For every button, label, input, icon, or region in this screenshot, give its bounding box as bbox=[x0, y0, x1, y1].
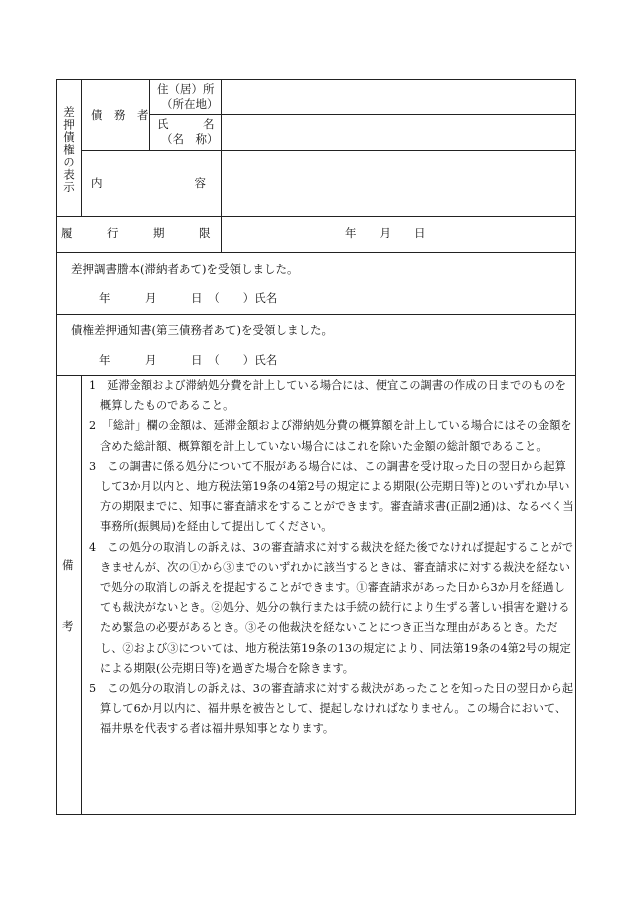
divider-row-address bbox=[149, 114, 575, 115]
receipt-tax-text: 差押調書謄本(滞納者あて)を受領しました。 bbox=[71, 262, 299, 276]
receipt-tax-date-line: 年 月 日 （ ）氏名 bbox=[99, 291, 278, 305]
divider-col-debtor bbox=[149, 80, 150, 150]
remarks-note: 1 延滞金額および滞納処分費を計上している場合には、便宜この調書の作成の日までのものを概算したものであること。 bbox=[89, 379, 566, 413]
fulfillment-date: 年 月 日 bbox=[345, 226, 426, 240]
content-label: 内 容 bbox=[91, 176, 206, 190]
name-sub-label: （名 称） bbox=[161, 132, 219, 146]
divider-col-remarks bbox=[81, 375, 82, 815]
remarks-label-2: 考 bbox=[62, 619, 74, 633]
debtor-label: 債 務 者 bbox=[91, 108, 149, 122]
divider-row-receipt1 bbox=[57, 314, 575, 315]
remarks-label-1: 備 bbox=[62, 558, 74, 572]
divider-col-label bbox=[81, 80, 82, 216]
name-label: 氏 名 bbox=[157, 117, 215, 131]
divider-row-content bbox=[57, 216, 575, 217]
receipt-third-date-line: 年 月 日 （ ）氏名 bbox=[99, 353, 278, 367]
address-sub-label: （所在地） bbox=[161, 97, 219, 111]
seizure-section-label: 差押債権の表示 bbox=[62, 106, 76, 194]
remarks-note: 3 この調書に係る処分について不服がある場合には、この調書を受け取った日の翌日から起算して3か月以内と、地方税法第19条の4第2号の規定による期限(公売期日等)とのいずれか早い方の期限までに、知事に審査請求をすることができます。審査請求書(正副2通)は、なるべく当事務所(振興局)を経由して提出してください。 bbox=[89, 459, 574, 534]
divider-row-name bbox=[81, 150, 575, 151]
remarks-note: 5 この処分の取消しの訴えは、3の審査請求に対する裁決があったことを知った日の翌日から起算して6か月以内に、福井県を被告として、提起しなければなりません。この場合において、福井県を代表する者は福井県知事となります。 bbox=[89, 682, 574, 736]
remarks-note: 4 この処分の取消しの訴えは、3の審査請求に対する裁決を経た後でなければ提起することができませんが、次の①から③までのいずれかに該当するときは、審査請求に対する裁決を経ないで処分の取消しの訴えを提起することができます。①審査請求があった日から3か月を経過しても裁決がないとき。②処分、処分の執行または手続の続行により生ずる著しい損害を避けるため緊急の必要があるとき。③その他裁決を経ないことにつき正当な理由があるとき。ただし、②および③については、地方税法第19条の13の規定により、同法第19条の4第2号の規定による期限(公売期日等)を過ぎた場合を除きます。 bbox=[89, 540, 574, 675]
receipt-third-text: 債権差押通知書(第三債務者あて)を受領しました。 bbox=[71, 323, 333, 337]
address-label: 住（居）所 bbox=[157, 82, 215, 96]
seizure-form bbox=[56, 79, 576, 815]
fulfillment-label: 履 行 期 限 bbox=[61, 226, 211, 240]
divider-col-value bbox=[221, 80, 222, 252]
remarks-notes bbox=[89, 376, 575, 740]
divider-row-fulfillment bbox=[57, 252, 575, 253]
remarks-note: 2 「総計」欄の金額は、延滞金額および滞納処分費の概算額を計上している場合にはその金額を含めた総計額、概算額を計上していない場合にはこれを除いた金額の総計額であること。 bbox=[89, 419, 572, 453]
